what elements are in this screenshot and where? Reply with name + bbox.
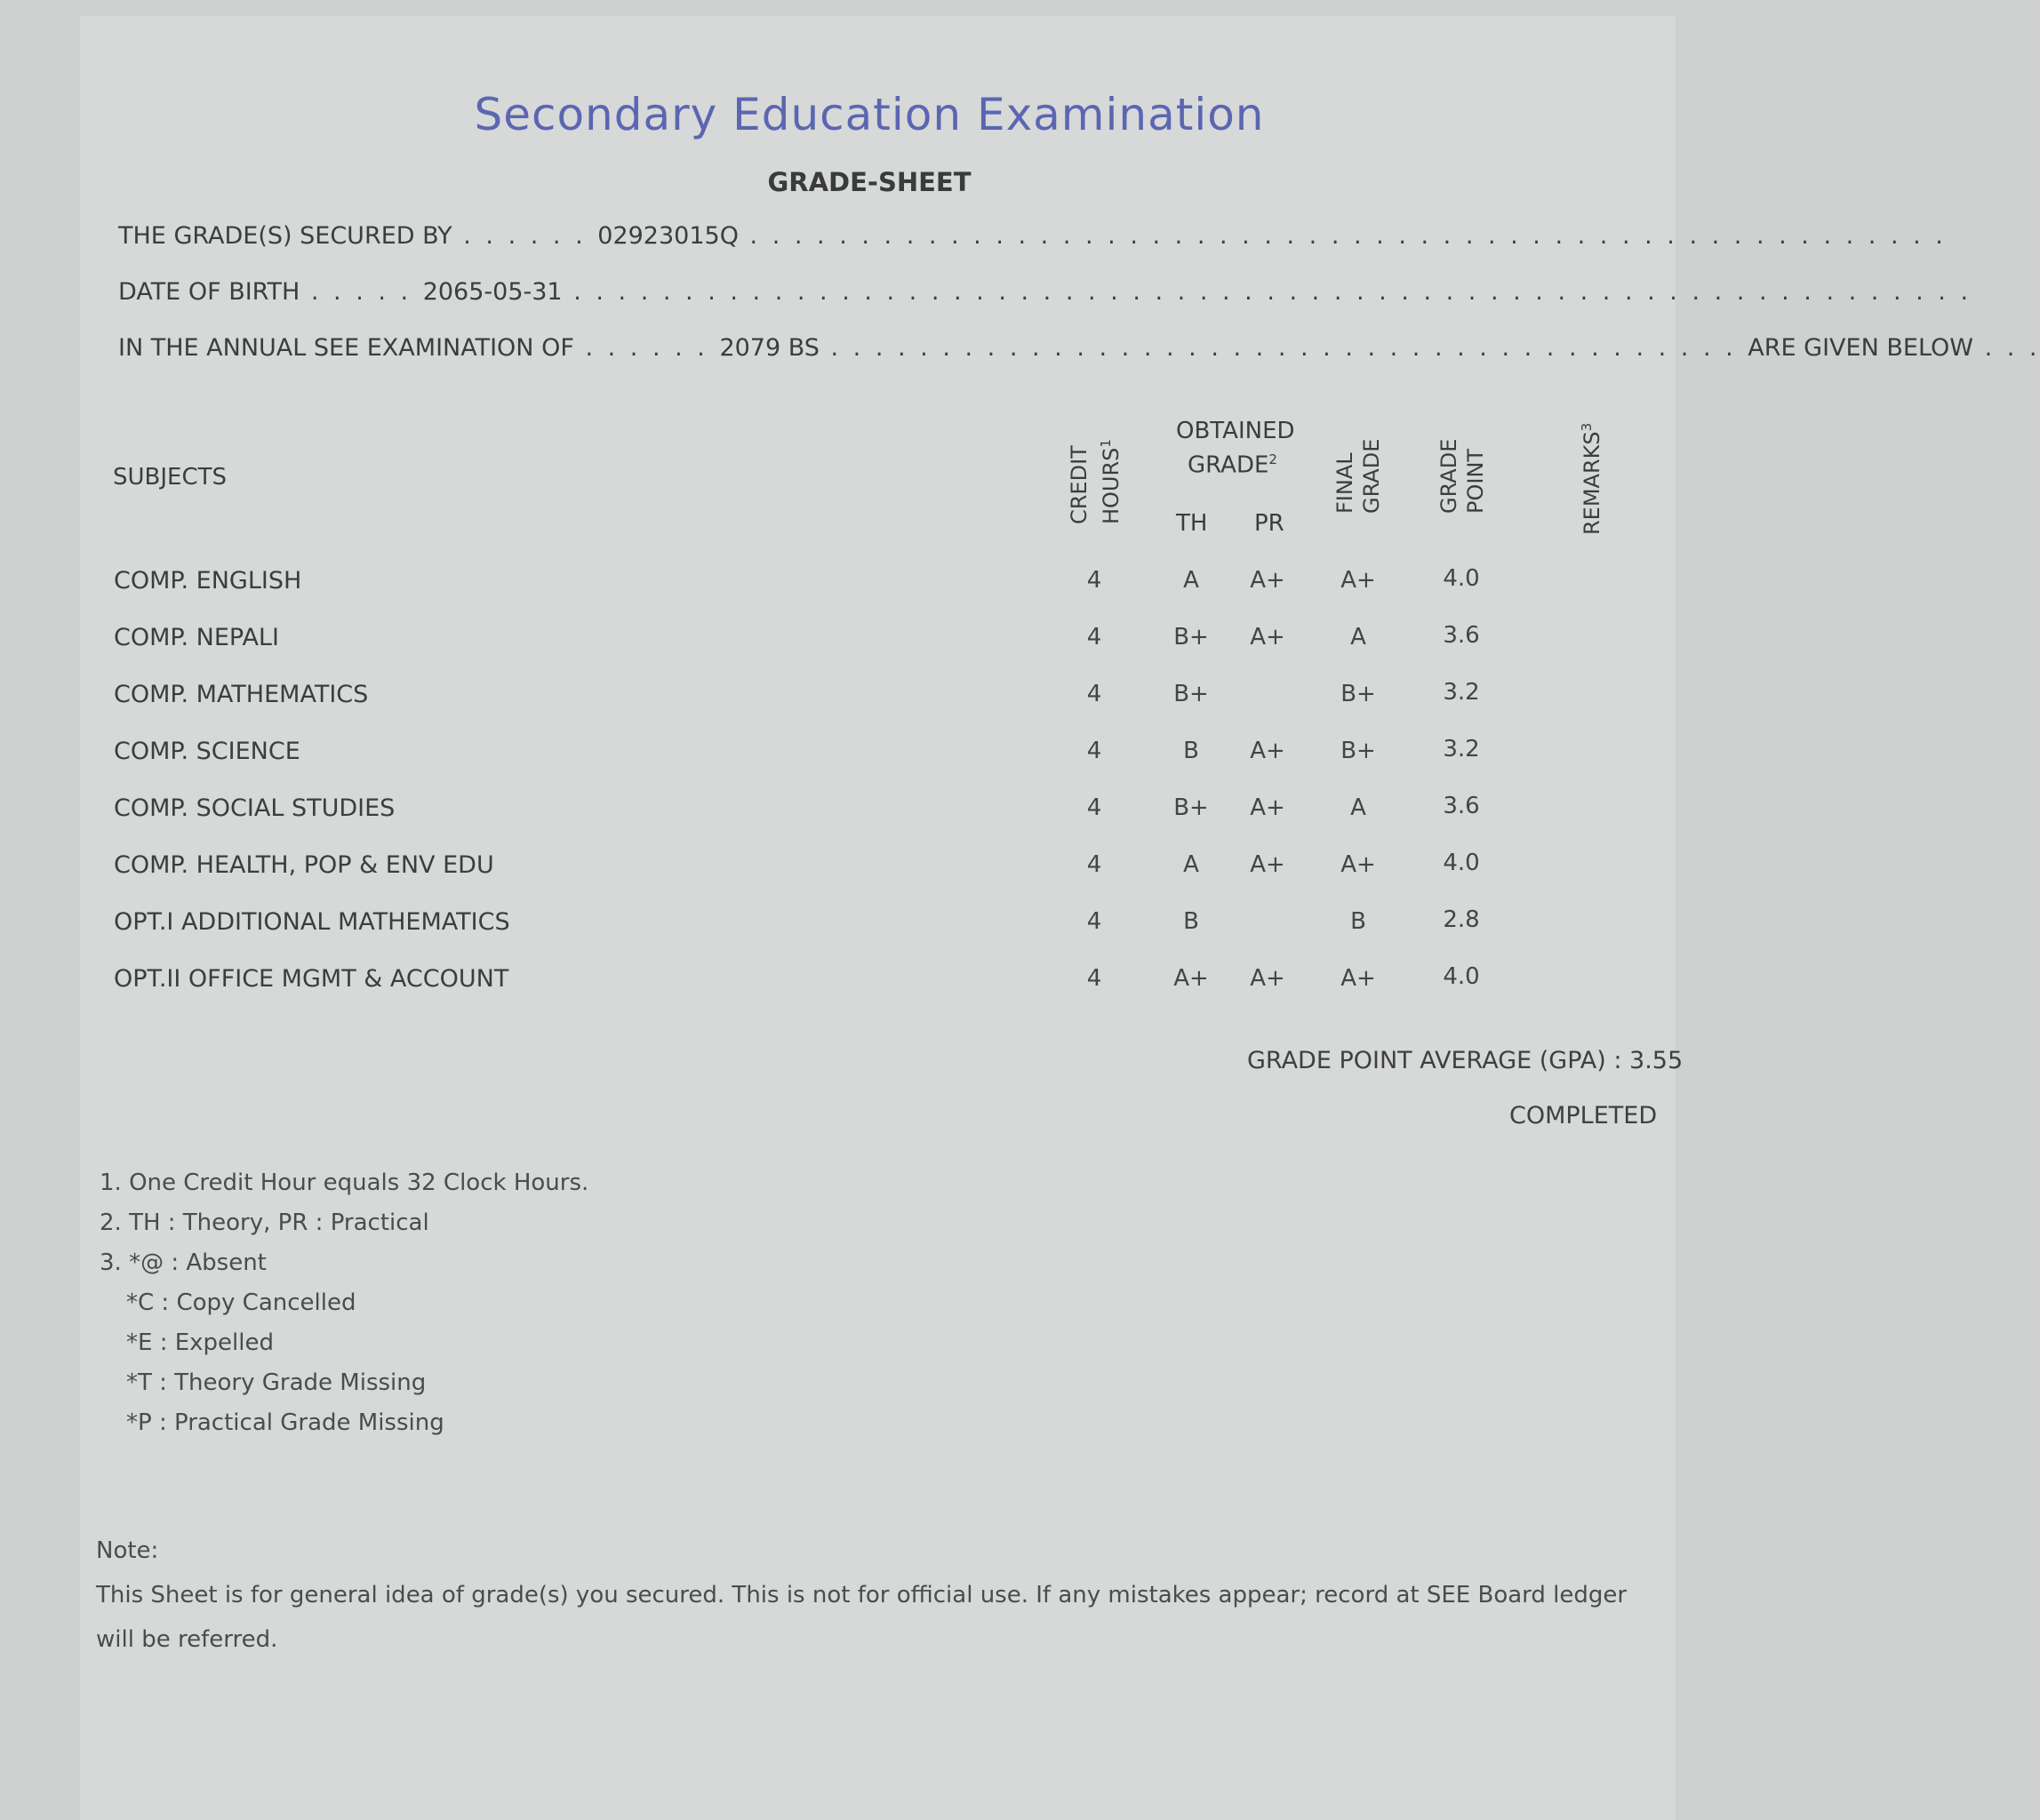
- th-grade-cell: A: [1183, 851, 1199, 878]
- final-grade-header: [1332, 439, 1385, 514]
- th-header: TH: [1176, 510, 1208, 537]
- credit-hours-cell: 4: [1086, 851, 1102, 878]
- final-grade-cell: B+: [1340, 738, 1376, 764]
- subject-name: OPT.I ADDITIONAL MATHEMATICS: [114, 908, 510, 936]
- dob-label: DATE OF BIRTH: [118, 278, 300, 306]
- exam-value: 2079 BS: [719, 334, 820, 362]
- grade-point-cell: 3.6: [1443, 793, 1480, 819]
- obtained-header: OBTAINED: [1176, 418, 1295, 444]
- credit-hours-cell: 4: [1086, 794, 1102, 821]
- credit-hours-cell: 4: [1086, 567, 1102, 594]
- exam-line: IN THE ANNUAL SEE EXAMINATION OF . . . . . . 2079 BS . . . . . . . . . . . . . . . . . . . . . . . . . . . . . . . . . . . . . . . . . ARE GIVEN BELOW . . .: [118, 334, 2040, 362]
- subjects-header: SUBJECTS: [113, 464, 228, 491]
- th-grade-cell: B: [1183, 908, 1199, 935]
- credit-hours-cell: 4: [1086, 738, 1102, 764]
- gp-point-label: POINT: [1463, 448, 1488, 514]
- remarks-header: [1573, 423, 1605, 535]
- pr-grade-cell: A+: [1250, 567, 1285, 594]
- page-subtitle: GRADE-SHEET: [767, 167, 972, 197]
- hours-text: HOURS: [1099, 447, 1124, 524]
- footnote-item: 1. One Credit Hour equals 32 Clock Hours.: [100, 1169, 589, 1196]
- note-block: [96, 1529, 1643, 1662]
- grade-point-cell: 2.8: [1443, 906, 1480, 933]
- subject-name: COMP. SOCIAL STUDIES: [114, 794, 396, 822]
- hours-label: [1092, 439, 1124, 524]
- exam-suffix: ARE GIVEN BELOW: [1748, 334, 1973, 362]
- pr-grade-cell: A+: [1250, 794, 1285, 821]
- exam-label: IN THE ANNUAL SEE EXAMINATION OF: [118, 334, 574, 362]
- final-grade-cell: B+: [1340, 681, 1376, 707]
- subject-name: COMP. SCIENCE: [114, 738, 300, 765]
- final-grade-cell: A: [1350, 624, 1366, 651]
- subject-name: COMP. ENGLISH: [114, 567, 302, 595]
- credit-hours-cell: 4: [1086, 908, 1102, 935]
- secured-by-label: THE GRADE(S) SECURED BY: [118, 222, 452, 250]
- footnote-item: *C : Copy Cancelled: [126, 1289, 356, 1316]
- credit-label: CREDIT: [1067, 445, 1092, 524]
- page-title: Secondary Education Examination: [474, 89, 1265, 140]
- dob-value: 2065-05-31: [422, 278, 563, 306]
- remarks-text: REMARKS: [1580, 431, 1604, 535]
- grade-point-cell: 4.0: [1443, 850, 1480, 876]
- grade-text: GRADE: [1188, 451, 1269, 479]
- note-label: Note:: [96, 1537, 159, 1564]
- subject-name: OPT.II OFFICE MGMT & ACCOUNT: [114, 965, 509, 993]
- th-grade-cell: B+: [1173, 681, 1209, 707]
- footnote-item: *T : Theory Grade Missing: [126, 1369, 427, 1396]
- credit-hours-header: [1066, 439, 1124, 524]
- subject-name: COMP. HEALTH, POP & ENV EDU: [114, 851, 494, 879]
- final-grade-cell: A: [1350, 794, 1366, 821]
- final-grade-label: GRADE: [1359, 438, 1384, 514]
- grade-sup: 2: [1268, 451, 1277, 467]
- credit-hours-cell: 4: [1086, 681, 1102, 707]
- subject-name: COMP. MATHEMATICS: [114, 681, 369, 708]
- th-grade-cell: A: [1183, 567, 1199, 594]
- footnote-item: *E : Expelled: [126, 1329, 274, 1356]
- th-grade-cell: B: [1183, 738, 1199, 764]
- hours-sup: 1: [1098, 439, 1114, 448]
- secured-by-line: THE GRADE(S) SECURED BY . . . . . . 02923015Q . . . . . . . . . . . . . . . . . . . . . . . . . . . . . . . . . . . . . . . . . . . . . . . . . . . . . .: [118, 222, 1947, 250]
- dob-line: DATE OF BIRTH . . . . . 2065-05-31 . . . . . . . . . . . . . . . . . . . . . . . . . . . . . . . . . . . . . . . . . . . . . . . . . . . . . . . . . . . . . . .: [118, 278, 1972, 306]
- pr-grade-cell: A+: [1250, 851, 1285, 878]
- obtained-grade-header: [1188, 451, 1277, 479]
- grade-point-cell: 3.2: [1443, 679, 1480, 706]
- th-grade-cell: B+: [1173, 794, 1209, 821]
- pr-grade-cell: A+: [1250, 965, 1285, 992]
- grade-point-cell: 3.6: [1443, 622, 1480, 649]
- footnote-item: *P : Practical Grade Missing: [126, 1409, 444, 1436]
- grade-point-header: [1436, 439, 1489, 514]
- credit-hours-cell: 4: [1086, 965, 1102, 992]
- remarks-sup: 3: [1579, 422, 1595, 432]
- gpa-summary: GRADE POINT AVERAGE (GPA) : 3.55: [1247, 1047, 1684, 1074]
- subject-name: COMP. NEPALI: [114, 624, 279, 651]
- th-grade-cell: B+: [1173, 624, 1209, 651]
- final-grade-cell: A+: [1340, 965, 1376, 992]
- pr-header: PR: [1254, 510, 1284, 537]
- result-status: COMPLETED: [1509, 1102, 1658, 1130]
- final-grade-cell: A+: [1340, 567, 1376, 594]
- final-grade-cell: B: [1350, 908, 1366, 935]
- pr-grade-cell: A+: [1250, 624, 1285, 651]
- grade-point-cell: 4.0: [1443, 963, 1480, 990]
- pr-grade-cell: A+: [1250, 738, 1285, 764]
- remarks-label: [1573, 423, 1605, 535]
- th-grade-cell: A+: [1173, 965, 1209, 992]
- secured-by-value: 02923015Q: [597, 222, 739, 250]
- gp-grade-label: GRADE: [1436, 438, 1461, 514]
- footnote-item: 2. TH : Theory, PR : Practical: [100, 1209, 429, 1236]
- note-text: This Sheet is for general idea of grade(s) you secured. This is not for official use. If any mistakes appear; record at SEE Board ledger will be referred.: [96, 1582, 1628, 1653]
- grade-point-cell: 4.0: [1443, 565, 1480, 592]
- final-grade-cell: A+: [1340, 851, 1376, 878]
- final-label: FINAL: [1332, 452, 1357, 514]
- footnote-item: 3. *@ : Absent: [100, 1249, 267, 1276]
- credit-hours-cell: 4: [1086, 624, 1102, 651]
- grade-point-cell: 3.2: [1443, 736, 1480, 762]
